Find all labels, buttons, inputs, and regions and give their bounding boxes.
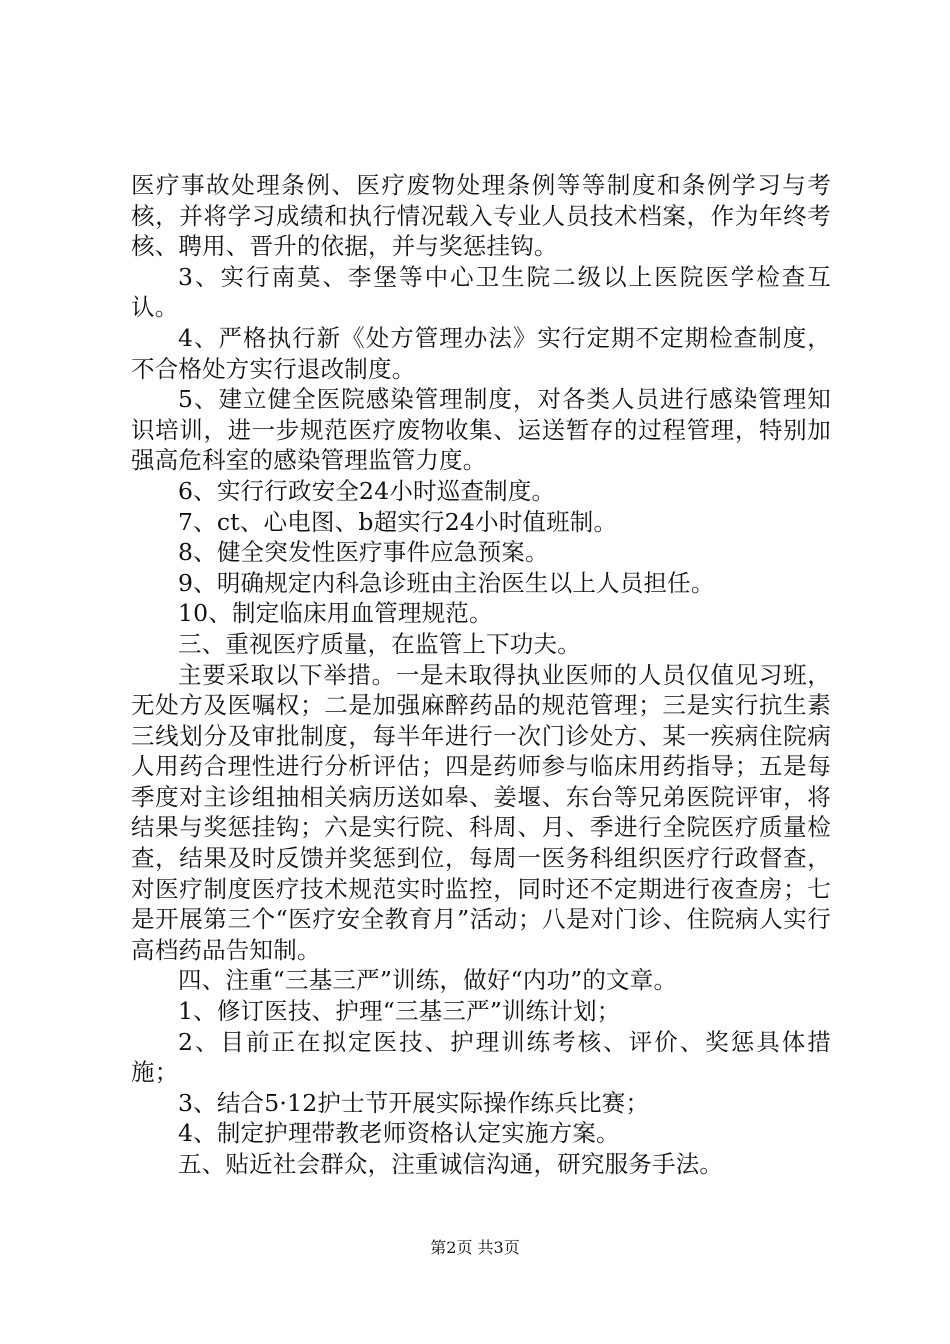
paragraph-item-6: 6、实行行政安全24小时巡查制度。 [178,476,556,505]
paragraph-item-3: 3、实行南莫、李堡等中心卫生院二级以上医院医学检查互认。 [131,262,831,322]
section-heading-4: 四、注重“三基三严”训练，做好“内功”的文章。 [178,966,678,995]
paragraph-continuation: 医疗事故处理条例、医疗废物处理条例等等制度和条例学习与考核，并将学习成绩和执行情况载入专业人员技术档案，作为年终考核、聘用、晋升的依据，并与奖惩挂钩。 [131,171,831,261]
paragraph-item-7: 7、ct、心电图、b超实行24小时值班制。 [178,507,618,536]
paragraph-item-5: 5、建立健全医院感染管理制度，对各类人员进行感染管理知识培训，进一步规范医疗废物收集、运送暂存的过程管理，特别加强高危科室的感染管理监管力度。 [131,385,831,475]
paragraph-measures: 主要采取以下举措。一是未取得执业医师的人员仅值见习班，无处方及医嘱权；二是加强麻醉药品的规范管理；三是实行抗生素三线划分及审批制度，每半年进行一次门诊处方、某一疾病住院病人用药合理性进行分析评估；四是药师参与临床用药指导；五是每季度对主诊组抽相关病历送如皋、姜堰、东台等兄弟医院评审，将结果与奖惩挂钩；六是实行院、科周、月、季进行全院医疗质量检查，结果及时反馈并奖惩到位，每周一医务科组织医疗行政督查，对医疗制度医疗技术规范实时监控，同时还不定期进行夜查房；七是开展第三个“医疗安全教育月”活动；八是对门诊、住院病人实行高档药品告知制。 [131,660,831,964]
paragraph-item-8: 8、健全突发性医疗事件应急预案。 [178,538,549,567]
paragraph-item-9: 9、明确规定内科急诊班由主治医生以上人员担任。 [178,568,715,597]
page-number-footer: 第2页 共3页 [430,1238,520,1257]
section-heading-3: 三、重视医疗质量，在监管上下功夫。 [178,629,581,658]
paragraph-training-4: 4、制定护理带教老师资格认定实施方案。 [178,1119,620,1148]
paragraph-training-3: 3、结合5·12护士节开展实际操作练兵比赛； [178,1088,650,1117]
paragraph-item-4: 4、严格执行新《处方管理办法》实行定期不定期检查制度，不合格处方实行退改制度。 [131,323,831,383]
document-body [131,170,831,1180]
paragraph-training-2: 2、目前正在拟定医技、护理训练考核、评价、奖惩具体措施； [131,1027,831,1087]
section-heading-5: 五、贴近社会群众，注重诚信沟通，研究服务手法。 [178,1150,724,1178]
paragraph-training-1: 1、修订医技、护理“三基三严”训练计划； [178,997,621,1026]
paragraph-item-10: 10、制定临床用血管理规范。 [178,599,493,628]
